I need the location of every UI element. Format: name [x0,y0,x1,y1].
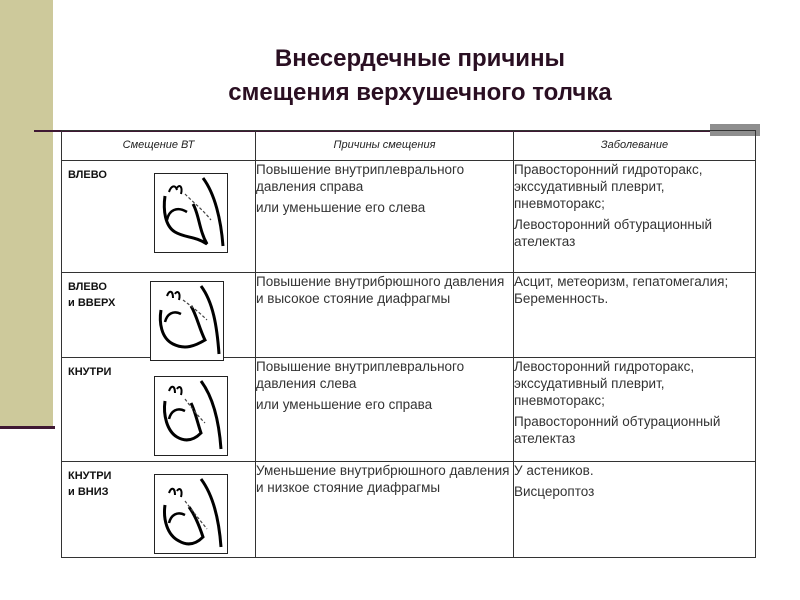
shift-label: КНУТРИ и ВНИЗ [68,470,112,499]
causes-cell: Повышение внутриплеврального давления справа или уменьшение его слева [256,160,514,272]
table-row [62,160,756,272]
heart-shift-inward-icon [154,376,228,456]
diseases-cell: Левосторонний гидроторакс, экссудативный плеврит, пневмоторакс; Правосторонний обтурационный ателектаз [514,358,756,462]
shift-label: ВЛЕВО и ВВЕРХ [68,280,116,309]
causes-cell: Уменьшение внутрибрюшного давления и низкое стояние диафрагмы [256,462,514,558]
column-header-shift: Смещение ВТ [62,131,256,161]
table-row [62,358,756,462]
column-header-diseases: Заболевание [514,131,756,161]
shift-label: ВЛЕВО [68,168,107,181]
shift-cell [62,272,256,358]
page-title-line-2: смещения верхушечного толчка [228,79,612,106]
page-title-line-1: Внесердечные причины [274,45,566,72]
shift-label: КНУТРИ [68,366,112,379]
side-bar-underline [0,426,55,429]
causes-cell: Повышение внутриплеврального давления слева или уменьшение его справа [256,358,514,462]
diseases-cell: Правосторонний гидроторакс, экссудативный плеврит, пневмоторакс; Левосторонний обтурационный ателектаз [514,160,756,272]
table-row [62,272,756,358]
shift-cell [62,462,256,558]
diseases-cell: Асцит, метеоризм, гепатомегалия; Беременность. [514,272,756,358]
diseases-cell: У астеников. Висцероптоз [514,462,756,558]
shift-cell [62,358,256,462]
heart-shift-left-icon [154,173,228,253]
decorative-side-bar [0,0,53,428]
page-title [130,42,710,110]
column-header-causes: Причины смещения [256,131,514,161]
causes-cell: Повышение внутрибрюшного давления и высокое стояние диафрагмы [256,272,514,358]
shift-cell [62,160,256,272]
table-header-row [62,131,756,161]
causes-table [61,130,756,558]
heart-shift-inward-down-icon [154,474,228,554]
heart-shift-left-up-icon [150,281,224,361]
table-row [62,462,756,558]
